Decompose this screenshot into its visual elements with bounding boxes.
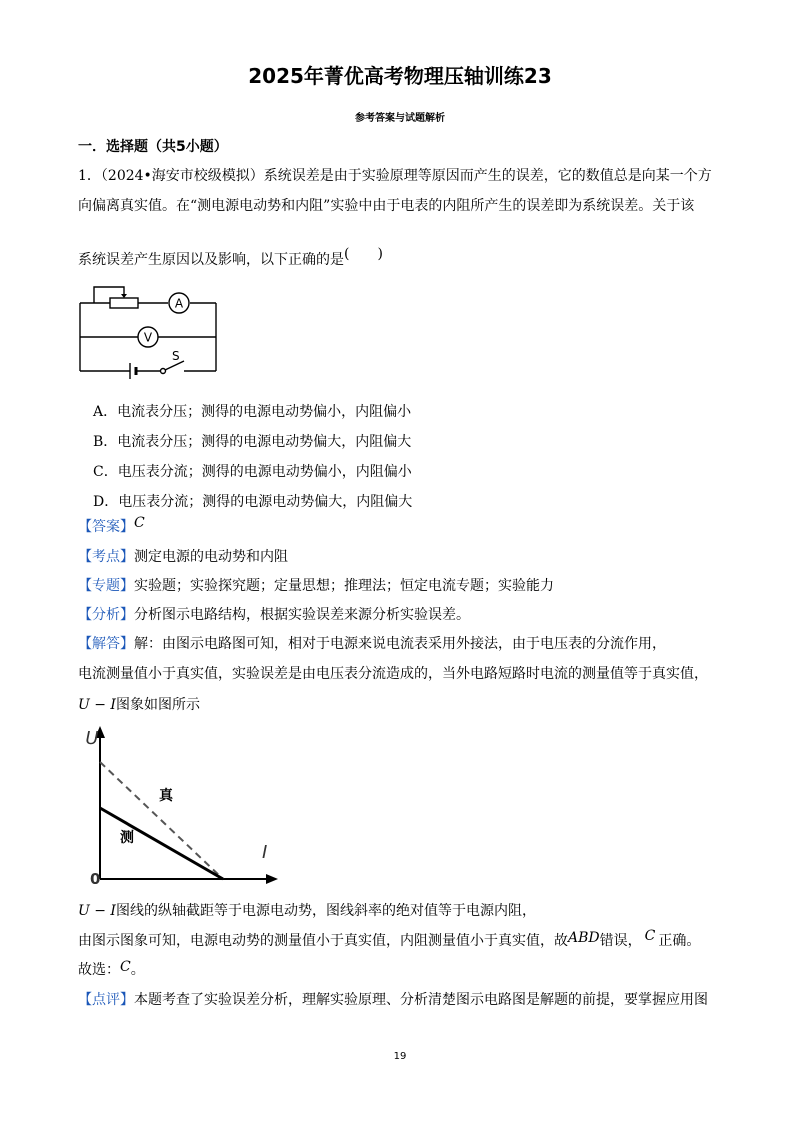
dianping-label: 【点评】	[78, 992, 134, 1008]
ammeter-label: A	[174, 296, 184, 311]
page-title: 2025年菁优高考物理压轴训练23	[248, 64, 552, 88]
option-a: A．电流表分压；测得的电源电动势偏小，内阻偏小	[93, 404, 412, 420]
question-line-3	[78, 246, 383, 269]
page-number: 19	[393, 1051, 407, 1062]
page-subtitle: 参考答案与试题解析	[355, 113, 445, 124]
ui-symbol: U − I	[78, 697, 116, 713]
rheostat	[110, 298, 138, 308]
kaodian-label: 【考点】	[78, 549, 134, 565]
jieda-row	[78, 636, 666, 653]
zhuanti-row	[78, 578, 554, 595]
dianping-row	[78, 992, 708, 1009]
true-line	[100, 762, 223, 879]
question-line-3-text: 系统误差产生原因以及影响，以下正确的是	[78, 252, 344, 268]
switch-contact	[161, 369, 166, 374]
jieda-line-2: 电流测量值小于真实值，实验误差是由电压表分流造成的，当外电路短路时电流的测量值等于真实值，	[78, 666, 708, 682]
jieda-text-3: 图象如图所示	[115, 697, 200, 713]
option-b: B．电流表分压；测得的电源电动势偏大，内阻偏大	[93, 434, 412, 450]
measured-line	[100, 808, 223, 879]
c-symbol: C	[644, 928, 656, 944]
fenxi-text: 分析图示电路结构，根据实验误差来源分析实验误差。	[134, 607, 470, 623]
jieda-text-4: 图线的纵轴截距等于电源电动势，图线斜率的绝对值等于电源内阻，	[115, 903, 536, 919]
guxuan-end: 。	[130, 962, 145, 978]
kaodian-row	[78, 549, 288, 566]
x-axis-arrow	[266, 874, 278, 884]
zhuanti-label: 【专题】	[78, 578, 134, 594]
y-axis-label: U	[85, 728, 99, 749]
jieda-line-5	[78, 928, 701, 950]
answer-row	[78, 515, 145, 536]
jieda-text-5c: 正确。	[658, 933, 701, 949]
guxuan-value: C	[120, 959, 131, 975]
switch-label: S	[172, 349, 180, 363]
option-c: C．电压表分流；测得的电源电动势偏小，内阻偏小	[93, 464, 412, 480]
jieda-line-4	[78, 903, 536, 920]
rheostat-slider	[94, 287, 124, 303]
abd-symbol: ABD	[568, 930, 600, 946]
jieda-label: 【解答】	[78, 636, 134, 652]
ui-symbol-2: U − I	[78, 903, 116, 919]
jieda-text-1: 解：由图示电路图可知，相对于电源来说电流表采用外接法，由于电压表的分流作用，	[134, 636, 666, 652]
answer-label: 【答案】	[78, 519, 134, 535]
true-line-label: 真	[159, 788, 173, 804]
option-d: D．电压表分流；测得的电源电动势偏大，内阻偏大	[93, 494, 413, 510]
zhuanti-text: 实验题；实验探究题；定量思想；推理法；恒定电流专题；实验能力	[134, 578, 554, 594]
fenxi-label: 【分析】	[78, 607, 134, 623]
origin-label: 0	[90, 870, 101, 888]
ui-graph	[82, 722, 282, 892]
answer-bracket: ( )	[344, 246, 383, 262]
jieda-text-5b: 错误，	[599, 933, 642, 949]
x-axis-label: I	[262, 842, 268, 863]
guxuan-row	[78, 959, 145, 979]
jieda-line-3	[78, 697, 200, 714]
section-heading: 一．选择题（共5小题）	[78, 139, 228, 155]
question-line-2: 向偏离真实值。在“测电源电动势和内阻”实验中由于电表的内阻所产生的误差即为系统误差。关于该	[78, 198, 695, 214]
kaodian-text: 测定电源的电动势和内阻	[134, 549, 288, 565]
voltmeter-label: V	[143, 330, 153, 345]
dianping-text: 本题考查了实验误差分析，理解实验原理、分析清楚图示电路图是解题的前提，要掌握应用图	[134, 992, 708, 1008]
fenxi-row	[78, 607, 470, 624]
question-line-1: 1．（2024•海安市校级模拟）系统误差是由于实验原理等原因而产生的误差，它的数值总是向某一个方	[78, 168, 712, 184]
jieda-text-5a: 由图示图象可知，电源电动势的测量值小于真实值，内阻测量值小于真实值，故	[78, 933, 568, 949]
guxuan-text: 故选：	[78, 962, 120, 978]
answer-value: C	[134, 515, 145, 531]
measured-line-label: 测	[120, 830, 134, 846]
circuit-diagram	[76, 283, 221, 383]
